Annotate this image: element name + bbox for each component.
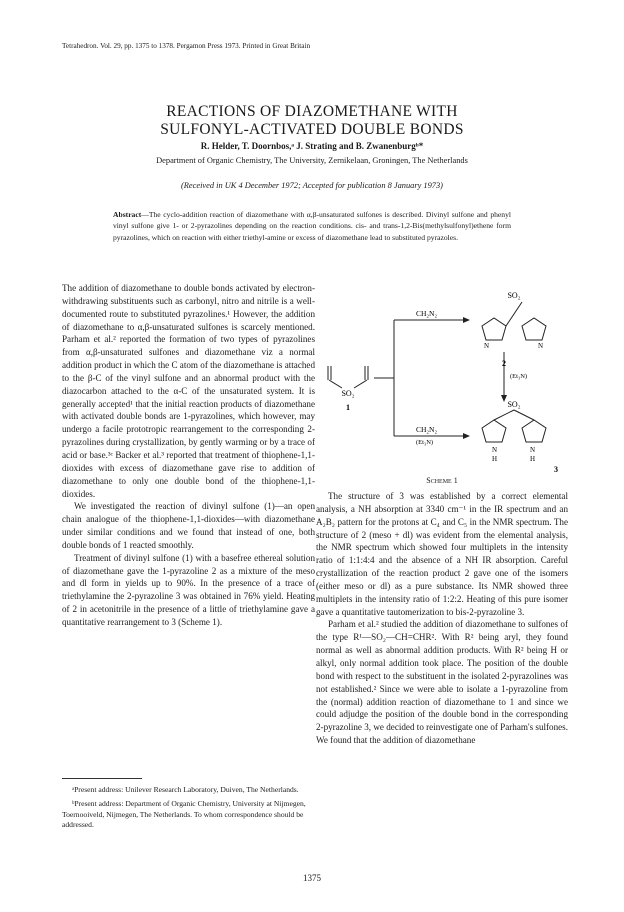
reagent-label: CH₂N₂ — [416, 309, 438, 318]
left-column — [62, 282, 315, 629]
affiliation: Department of Organic Chemistry, The University, Zernikelaan, Groningen, The Netherlands — [156, 156, 468, 165]
compound-3-structure — [482, 410, 546, 442]
sulfonyl-label: SO₂ — [507, 291, 521, 300]
nitrogen-label: N — [484, 342, 490, 350]
page-number: 1375 — [303, 873, 321, 883]
nitrogen-label: N — [492, 446, 498, 454]
abstract-text: —The cyclo-addition reaction of diazomethane with α,β-unsaturated sulfones is described. Divinyl sulfone and phenyl vinyl sulfone give 1- or 2-pyrazolines depending on the reaction conditions. cis- and trans-1,2-Bis(methylsulfonyl)ethene form pyrazolines, which on reaction with either triethyl-amine or excess of diazomethane lead to substituted pyrazoles. — [113, 210, 511, 242]
body-paragraph: Treatment of divinyl sulfone (1) with a basefree ethereal solution of diazomethane gave the 1-pyrazoline 2 as a mixture of the meso and dl form in yields up to 90%. In the presence of a trace of triethylamine the 2-pyrazoline 3 was obtained in 76% yield. Heating of 2 in acetonitrile in the presence of a little of triethylamine gave a quantitative rearrangement to 3 (Scheme 1). — [62, 552, 315, 627]
body-paragraph: Parham et al.² studied the addition of diazomethane to sulfones of the type R¹—SO₂—CH=CHR². With R² being aryl, they found normal as well as abnormal addition products. With R² being H or alkyl, only normal addition took place. The position of the double bond with respect to the substituent in the isolated 2-pyrazolines was not established.² Since we were able to isolate a 1-pyrazoline from the (normal) addition reaction of diazomethane to 1 and since we could adjudge the position of the double bond in the corresponding 2-pyrazoline 3, we decided to reinvestigate one of Parham's sulfones. We found that the addition of diazomethane — [316, 619, 568, 746]
right-column — [316, 490, 568, 747]
compound-2-structure — [482, 302, 546, 340]
abstract — [113, 209, 511, 243]
nitrogen-label: N — [538, 342, 544, 350]
compound-label: 3 — [554, 465, 558, 474]
hydrogen-label: H — [530, 455, 536, 463]
footnote-rule — [62, 778, 142, 779]
reaction-scheme — [316, 280, 576, 480]
hydrogen-label: H — [492, 455, 498, 463]
article-title-line2: SULFONYL-ACTIVATED DOUBLE BONDS — [160, 121, 464, 138]
author-list: R. Helder, T. Doornbos,ᵃ J. Strating and B. Zwanenburgᵇ* — [200, 141, 424, 151]
compound-label: 1 — [346, 403, 350, 412]
journal-header: Tetrahedron. Vol. 29, pp. 1375 to 1378. Pergamon Press 1973. Printed in Great Britain — [62, 42, 311, 50]
sulfonyl-label: SO₂ — [341, 389, 355, 398]
footnote: ᵇPresent address: Department of Organic Chemistry, University at Nijmegen, Toernooiveld, Nijmegen, The Netherlands. To whom correspondence should be addressed. — [62, 798, 306, 830]
article-title-line1: REACTIONS OF DIAZOMETHANE WITH — [166, 103, 458, 120]
catalyst-label: (Et₃N) — [510, 373, 528, 380]
received-dates: (Received in UK 4 December 1972; Accepted for publication 8 January 1973) — [181, 181, 443, 190]
footnotes — [62, 778, 314, 834]
abstract-label: Abstract — [113, 210, 142, 219]
scheme-caption: Scheme 1 — [426, 476, 458, 485]
reaction-arrows — [374, 320, 504, 436]
nitrogen-label: N — [530, 446, 536, 454]
body-paragraph: The structure of 3 was established by a correct elemental analysis, a NH absorption at 3340 cm⁻¹ in the IR spectrum and an A₂B₂ pattern for the protons at C₄ and C₅ in the NMR spectrum. The structure of 2 (meso + dl) was evident from the elemental analysis, the NMR spectrum which showed four multiplets in the intensity ratio of 1:1:4:4 and the absence of a NH IR absorption. Careful crystallization of the reaction product 2 gave one of the isomers (either meso or dl) as a pure substance. Its NMR showed three multiplets in the intensity ratio of 1:2:2. Heating of this pure isomer gave a quantitative tautomerization to bis-2-pyrazoline 3. — [316, 491, 568, 617]
body-paragraph: The addition of diazomethane to double bonds activated by electron-withdrawing substituents such as carbonyl, nitro and nitrile is a well-documented route to substituted pyrazolines.¹ However, the addition of diazomethane to α,β-unsaturated sulfones is scarcely mentioned. Parham et al.² reported the formation of two types of pyrazolines from α,β-unsaturated sulfones and diazomethane viz a normal addition product in which the C atom of the diazomethane is attached to the β-C of the vinyl sulfone and an abnormal product with the diazocarbon attached to the α-C of the unsaturated system. It is generally accepted¹ that the initial reaction products of diazomethane with activated double bonds are 1-pyrazolines, which however, may undergo a facile prototropic rearrangement to the corresponding 2-pyrazolines during crystallization, by gently warming or by a trace of acid or base.³ᶜ Backer et al.³ reported that treatment of thiophene-1,1-dioxides with excess of diazomethane gave rise to addition of diazomethane to only one double bond of the thiophene-1,1-dioxides. — [62, 283, 315, 499]
catalyst-label: (Et₃N) — [416, 439, 434, 446]
body-paragraph: We investigated the reaction of divinyl sulfone (1)—an open chain analogue of the thiophene-1,1-dioxides—with diazomethane under similar conditions and we found that instead of one, both double bonds of 1 reacted smoothly. — [62, 501, 315, 550]
footnote: ᵃPresent address: Unilever Research Laboratory, Duiven, The Netherlands. — [72, 785, 299, 794]
sulfonyl-label: SO₂ — [507, 400, 521, 409]
compound-label: 2 — [502, 359, 506, 368]
compound-1-structure — [328, 366, 368, 388]
reagent-label: CH₂N₂ — [416, 425, 438, 434]
